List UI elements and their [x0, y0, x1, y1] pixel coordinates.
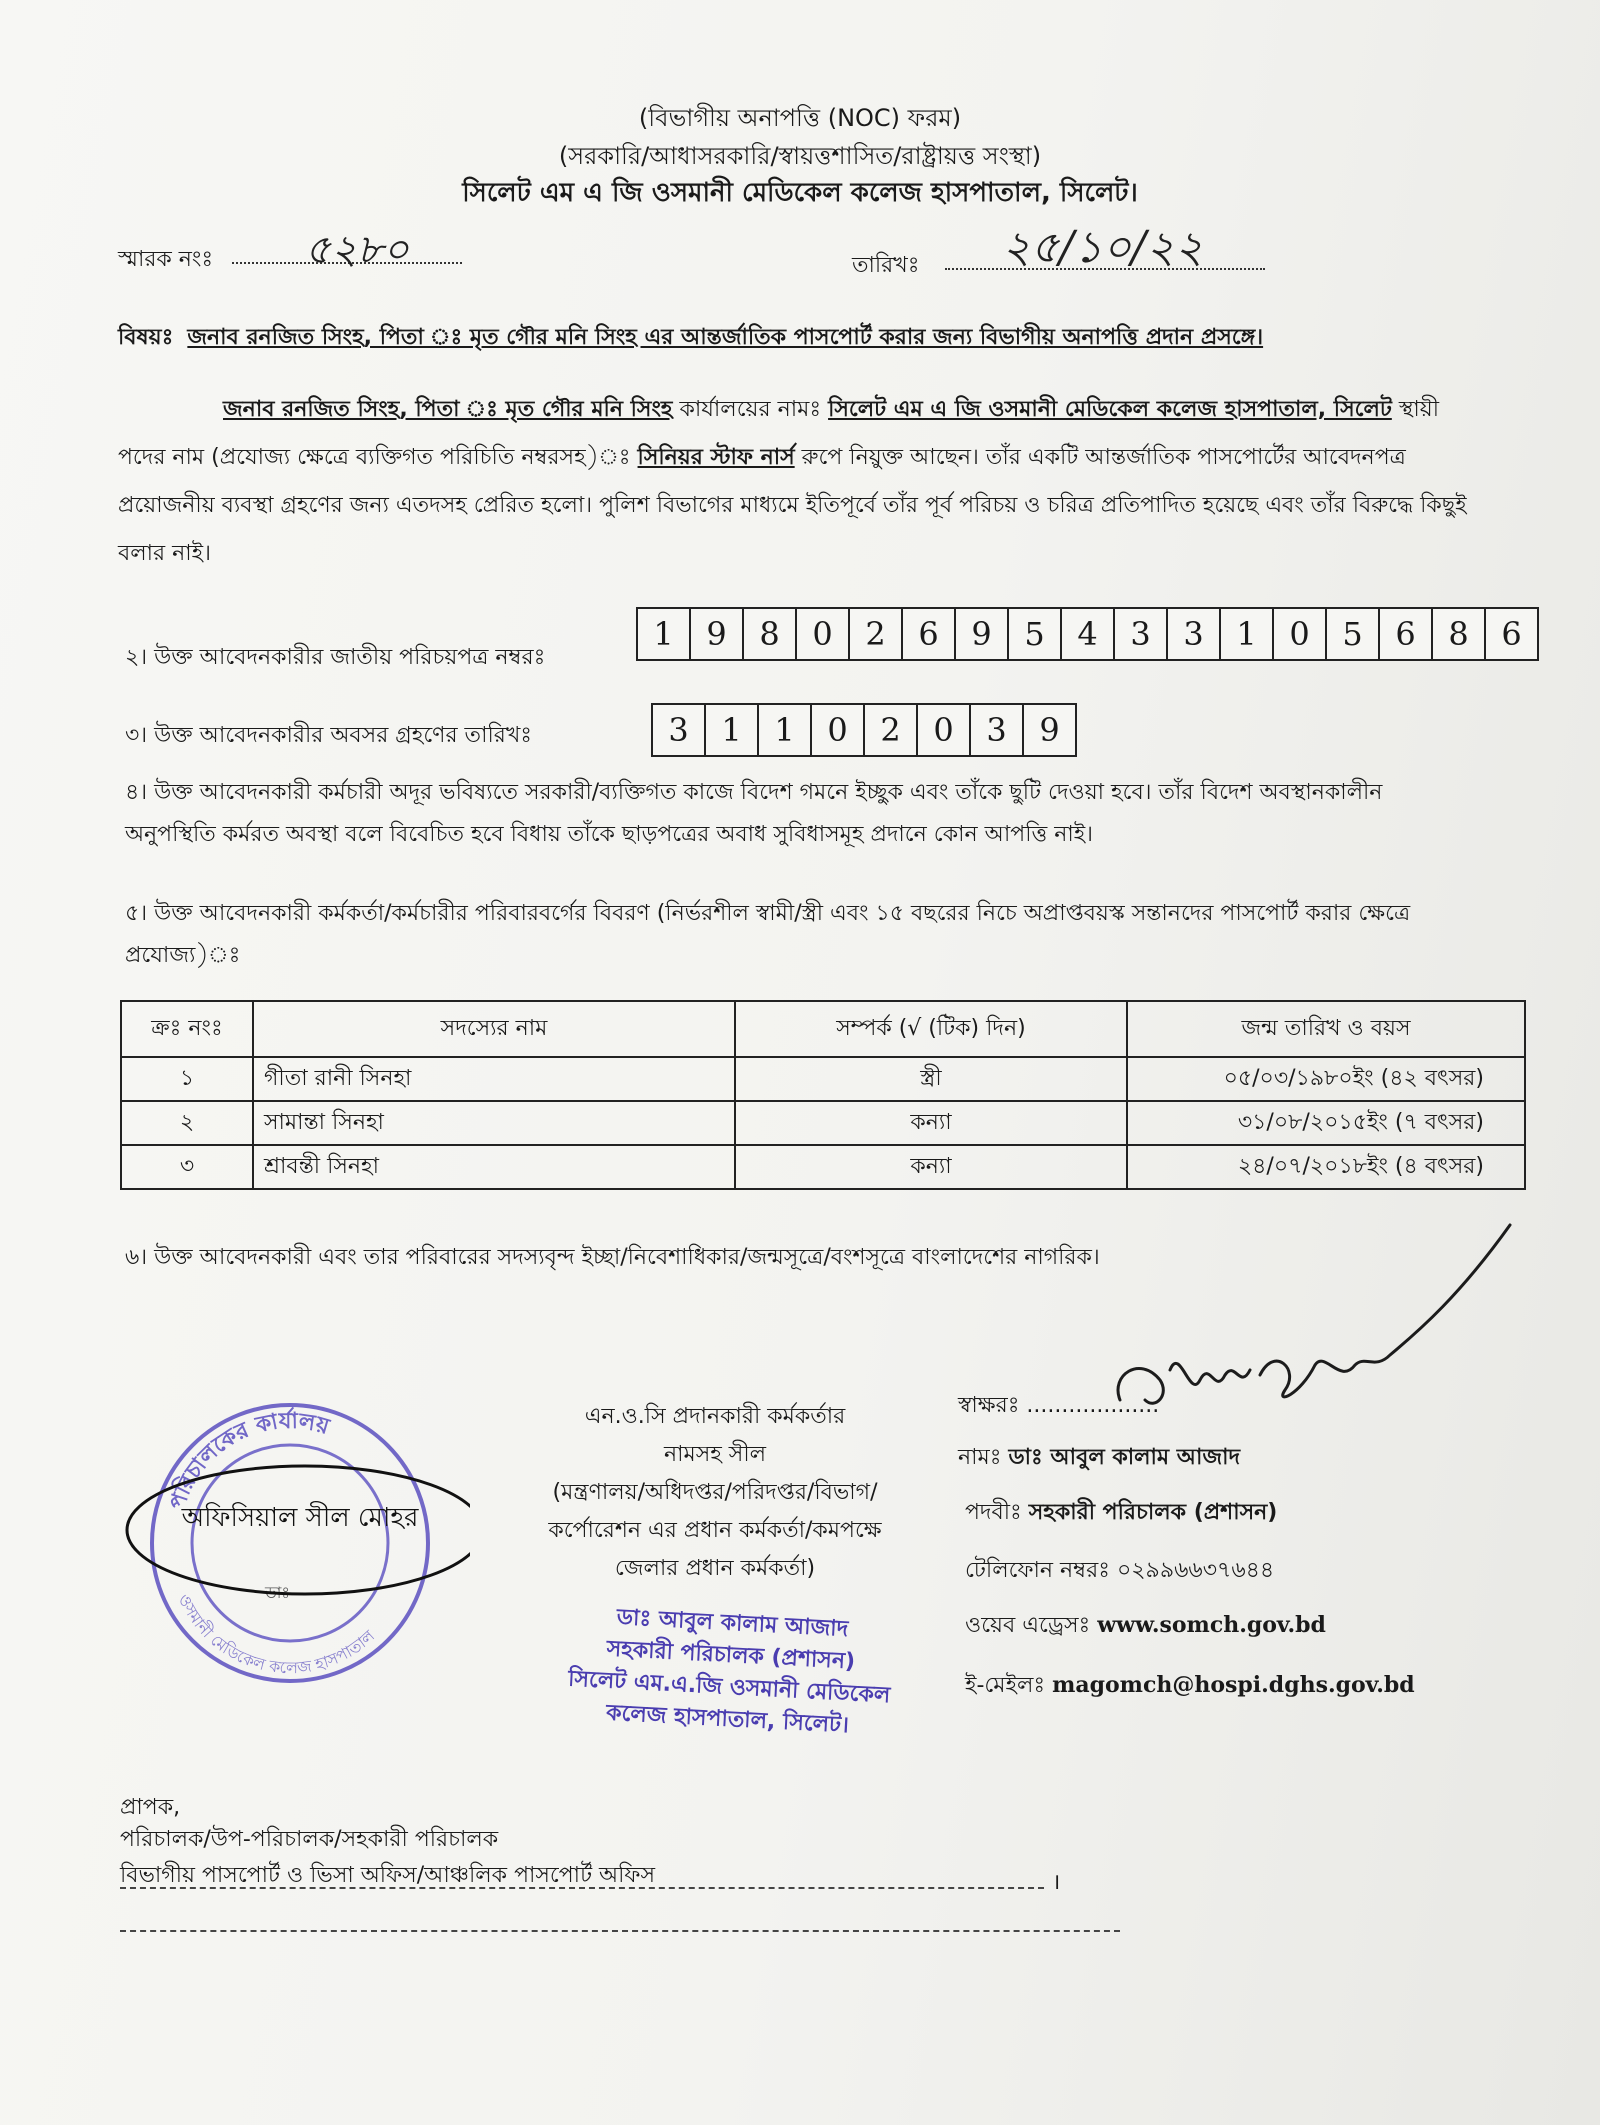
nid-digit: 9 — [691, 609, 744, 659]
cell-member-name: গীতা রানী সিনহা — [253, 1057, 735, 1101]
retirement-date-label: ৩। উক্ত আবেদনকারীর অবসর গ্রহণের তারিখঃ — [125, 723, 533, 748]
recipient-end-mark: । — [1052, 1870, 1061, 1895]
table-row — [121, 1145, 1525, 1189]
cell-relation: কন্যা — [735, 1145, 1127, 1189]
noc-block-line2: নামসহ সীল — [663, 1442, 767, 1467]
applicant-name: জনাব রনজিত সিংহ, পিতা ঃ মৃত গৌর মনি সিংহ — [223, 397, 673, 422]
nid-digit: 6 — [1380, 609, 1433, 659]
subject-line — [118, 320, 1263, 357]
web-address-label: ওয়েব এড্রেসঃ — [965, 1613, 1091, 1638]
stamp-line4: কলেজ হাসপাতাল, সিলেট। — [605, 1700, 850, 1739]
cell-serial: ৩ — [121, 1145, 253, 1189]
web-address-value: www.somch.gov.bd — [1097, 1612, 1326, 1638]
designation-label: পদবীঃ — [965, 1500, 1022, 1525]
hospital-name-heading: সিলেট এম এ জি ওসমানী মেডিকেল কলেজ হাসপাতাল, সিলেট। — [462, 178, 1138, 208]
nid-digit: 9 — [956, 609, 1009, 659]
bottom-dashed-line — [120, 1930, 1120, 1932]
col-serial-header: ক্রঃ নংঃ — [121, 1001, 253, 1057]
noc-block-line3: (মন্ত্রণালয়/অধিদপ্তর/পরিদপ্তর/বিভাগ/ — [552, 1480, 878, 1505]
col-birthdate-header: জন্ম তারিখ ও বয়স — [1127, 1001, 1525, 1057]
web-address-line — [965, 1608, 1326, 1645]
retirement-digit: 1 — [759, 705, 812, 755]
table-row — [121, 1057, 1525, 1101]
form-title-line2: (সরকারি/আধাসরকারি/স্বায়ত্তশাসিত/রাষ্ট্রায়ত্ত সংস্থা) — [558, 142, 1042, 170]
seal-ring-text: পরিচালকের কার্যালয় — [165, 1408, 332, 1513]
svg-text:পরিচালকের কার্যালয় — [165, 1406, 333, 1512]
nid-digit: 0 — [797, 609, 850, 659]
official-seal-label: অফিসিয়াল সীল মোহর — [181, 1503, 419, 1533]
official-name-label: নামঃ — [958, 1445, 1002, 1470]
official-name-line — [958, 1440, 1240, 1477]
date-label: তারিখঃ — [852, 253, 920, 278]
body-item-6: ৬। উক্ত আবেদনকারী এবং তার পরিবারের সদস্যবৃন্দ ইচ্ছা/নিবেশাধিকার/জন্মসূত্রে/বংশসূত্রে বাংলাদেশের নাগরিক। — [125, 1245, 1100, 1270]
seal-ring-bottom-text: ওসমানী মেডিকেল কলেজ হাসপাতাল — [174, 1591, 379, 1678]
official-seal-icon — [110, 1378, 470, 1698]
retirement-digit: 3 — [653, 705, 706, 755]
noc-block-line4: কর্পোরেশন এর প্রধান কর্মকর্তা/কমপক্ষে — [548, 1518, 882, 1543]
subject-label: বিষয়ঃ — [118, 325, 174, 350]
nid-digit: 3 — [1168, 609, 1221, 659]
office-name: সিলেট এম এ জি ওসমানী মেডিকেল কলেজ হাসপাতাল, সিলেট — [828, 397, 1392, 422]
telephone-value: ০২৯৯৬৬৩৭৬৪৪ — [1116, 1558, 1275, 1583]
form-title-line1: (বিভাগীয় অনাপত্তি (NOC) ফরম) — [638, 104, 962, 132]
stamp-line3: সিলেট এম.এ.জি ওসমানী মেডিকেল — [567, 1666, 891, 1709]
nid-digit: 0 — [1274, 609, 1327, 659]
cell-member-name: শ্রাবন্তী সিনহা — [253, 1145, 735, 1189]
designation-line — [965, 1495, 1277, 1532]
recipient-line3: বিভাগীয় পাসপোর্ট ও ভিসা অফিস/আঞ্চলিক পাসপোর্ট অফিস — [120, 1863, 656, 1888]
retirement-date-boxes — [651, 703, 1077, 757]
nid-digit: 8 — [1433, 609, 1486, 659]
retirement-digit: 9 — [1039, 711, 1060, 749]
signature-label: স্বাক্ষরঃ ................... — [958, 1393, 1160, 1418]
retirement-digit: 2 — [865, 705, 918, 755]
svg-text:ওসমানী মেডিকেল কলেজ হাসপাতাল — [175, 1591, 379, 1677]
name-stamp — [557, 1599, 903, 1745]
designation-value: সহকারী পরিচালক (প্রশাসন) — [1028, 1500, 1278, 1525]
date-value: ২৫/১০/২২ — [1002, 222, 1204, 273]
recipient-line2: পরিচালক/উপ-পরিচালক/সহকারী পরিচালক — [120, 1827, 499, 1852]
noc-block-line1: এন.ও.সি প্রদানকারী কর্মকর্তার — [584, 1404, 846, 1429]
nid-digit: 6 — [1501, 615, 1522, 653]
post-label: স্থায়ী পদের নাম (প্রযোজ্য ক্ষেত্রে ব্যক্তিগত পরিচিতি নম্বরসহ)ঃ — [118, 397, 1440, 470]
table-row — [121, 1101, 1525, 1145]
retirement-digit: 1 — [706, 705, 759, 755]
cell-serial: ১ — [121, 1057, 253, 1101]
body-item-5: ৫। উক্ত আবেদনকারী কর্মকর্তা/কর্মচারীর পরিবারবর্গের বিবরণ (নির্ভরশীল স্বামী/স্ত্রী এবং ১৫ বছরের নিচে অপ্রাপ্তবয়স্ক সন্তানদের পাসপোর্ট করার ক্ষেত্রে প্রযোজ্য)ঃ — [125, 901, 1411, 968]
email-line — [965, 1668, 1415, 1705]
post-name: সিনিয়র স্টাফ নার্স — [637, 445, 795, 470]
col-relation-header: সম্পর্ক (√ (টিক) দিন) — [735, 1001, 1127, 1057]
nid-digit: 6 — [903, 609, 956, 659]
paragraph1-rest: রুপে নিয়ুক্ত আছেন। তাঁর একটি আন্তর্জাতিক পাসপোর্টের আবেদনপত্র প্রয়োজনীয় ব্যবস্থা গ্রহণের জন্য এতদসহ প্রেরিত হলো। পুলিশ বিভাগের মাধ্যমে ইতিপূর্বে তাঁর পূর্ব পরিচয় ও চরিত্র প্রতিপাদিত হয়েছে এবং তাঁর বিরুদ্ধে কিছুই বলার নাই। — [118, 445, 1467, 566]
nid-label: ২। উক্ত আবেদনকারীর জাতীয় পরিচয়পত্র নম্বরঃ — [125, 645, 546, 670]
body-item-4: ৪। উক্ত আবেদনকারী কর্মচারী অদূর ভবিষ্যতে সরকারী/ব্যক্তিগত কাজে বিদেশ গমনে ইচ্ছুক এবং তাঁকে ছুটি দেওয়া হবে। তাঁর বিদেশ অবস্থানকালীন অনুপস্থিতি কর্মরত অবস্থা বলে বিবেচিত হবে বিধায় তাঁকে ছাড়পত্রের অবাধ সুবিধাসমূহ প্রদানে কোন আপত্তি নাই। — [125, 780, 1383, 847]
family-members-table — [120, 1000, 1526, 1190]
retirement-digit: 0 — [812, 705, 865, 755]
memo-number-value: ৫২৮০ — [305, 227, 409, 273]
cell-relation: কন্যা — [735, 1101, 1127, 1145]
cell-relation: স্ত্রী — [735, 1057, 1127, 1101]
noc-officer-block — [480, 1398, 950, 1588]
nid-digit: 1 — [1221, 609, 1274, 659]
cell-birthdate: ২৪/০৭/২০১৮ইং (৪ বৎসর) — [1127, 1145, 1525, 1189]
retirement-digit: 3 — [971, 705, 1024, 755]
nid-digit: 4 — [1062, 609, 1115, 659]
nid-digit: 2 — [850, 609, 903, 659]
cell-serial: ২ — [121, 1101, 253, 1145]
subject-text: জনাব রনজিত সিংহ, পিতা ঃ মৃত গৌর মনি সিংহ এর আন্তর্জাতিক পাসপোর্ট করার জন্য বিভাগীয় অনাপত্তি প্রদান প্রসঙ্গে। — [187, 325, 1264, 350]
telephone-line — [965, 1553, 1274, 1590]
nid-digit: 1 — [638, 609, 691, 659]
recipient-line1: প্রাপক, — [120, 1795, 181, 1820]
recipient-dashed-line — [120, 1887, 1044, 1889]
nid-digit: 5 — [1009, 609, 1062, 659]
cell-birthdate: ০৫/০৩/১৯৮০ইং (৪২ বৎসর) — [1127, 1057, 1525, 1101]
retirement-digit: 0 — [918, 705, 971, 755]
nid-digit: 5 — [1327, 609, 1380, 659]
cell-birthdate: ৩১/০৮/২০১৫ইং (৭ বৎসর) — [1127, 1101, 1525, 1145]
col-name-header: সদস্যের নাম — [253, 1001, 735, 1057]
seal-inner-small-text: ডাঃ — [265, 1583, 290, 1602]
memo-number-label: স্মারক নংঃ — [118, 247, 214, 272]
nid-digit: 8 — [744, 609, 797, 659]
cell-member-name: সামান্তা সিনহা — [253, 1101, 735, 1145]
nid-digit: 3 — [1115, 609, 1168, 659]
telephone-label: টেলিফোন নম্বরঃ — [965, 1558, 1110, 1583]
email-label: ই-মেইলঃ — [965, 1673, 1046, 1698]
nid-digit-boxes — [636, 607, 1539, 661]
email-value: magomch@hospi.dghs.gov.bd — [1052, 1672, 1415, 1698]
stamp-line1: ডাঃ আবুল কালাম আজাদ — [616, 1605, 849, 1643]
stamp-line2: সহকারী পরিচালক (প্রশাসন) — [606, 1636, 856, 1675]
table-header-row — [121, 1001, 1525, 1057]
handwritten-signature-icon — [1100, 1195, 1540, 1455]
official-name: ডাঃ আবুল কালাম আজাদ — [1008, 1445, 1241, 1470]
body-paragraph-1 — [118, 386, 1488, 578]
noc-block-line5: জেলার প্রধান কর্মকর্তা) — [614, 1556, 816, 1581]
office-label: কার্যালয়ের নামঃ — [679, 397, 822, 422]
